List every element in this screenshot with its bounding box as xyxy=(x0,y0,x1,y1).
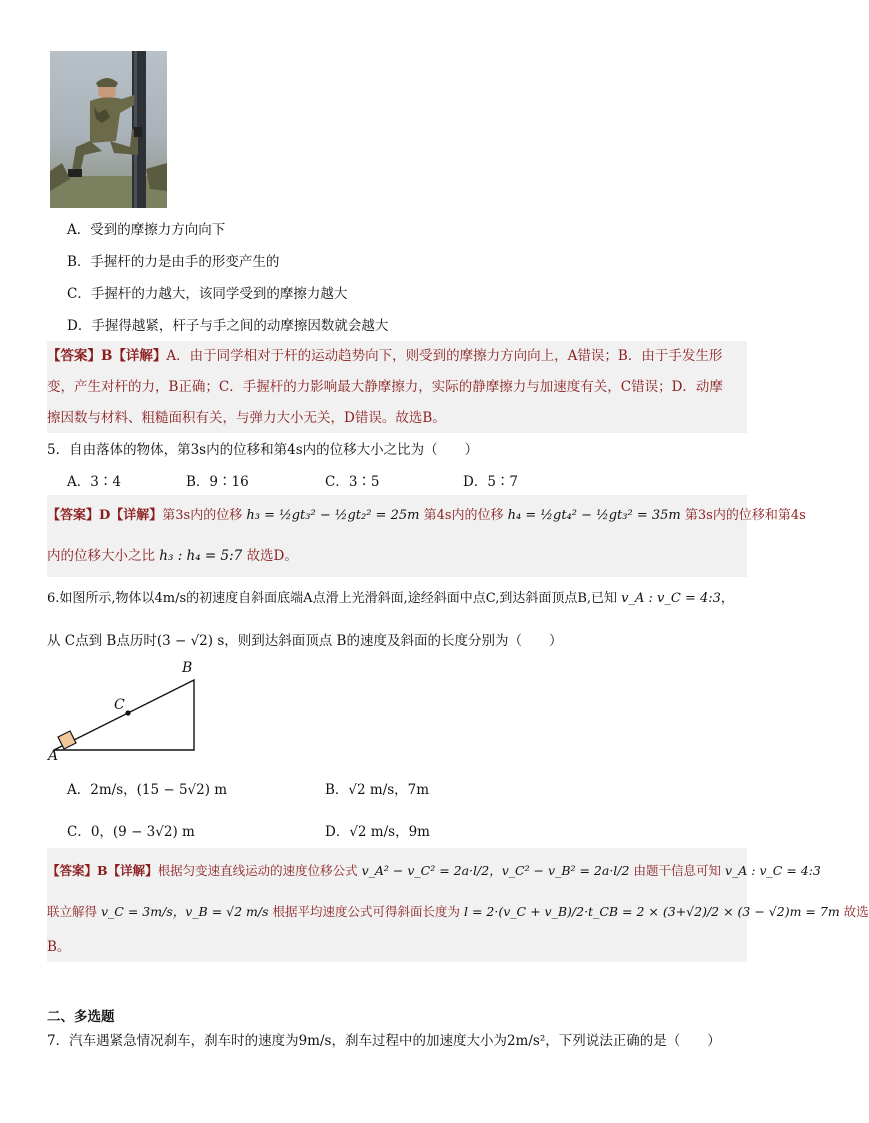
q4-answer-tag: 【答案】B【详解】 xyxy=(47,348,167,364)
q4-answer-line-3: 擦因数与材料、粗糙面积有关，与弹力大小无关，D错误。故选B。 xyxy=(47,410,446,426)
q5-answer-text-a: 第3s内的位移 xyxy=(162,508,243,523)
q6-answer-text-d: 根据平均速度公式可得斜面长度为 xyxy=(272,904,461,919)
q5-equation-3: h₃ : h₄ = 5:7 xyxy=(159,548,243,564)
q6-option-b: B．√2 m/s，7m xyxy=(325,782,430,798)
q5-option-d: D．5∶7 xyxy=(463,474,519,490)
q6-answer-tag: 【答案】B【详解】 xyxy=(47,863,158,878)
q5-stem: 5．自由落体的物体，第3s内的位移和第4s内的位移大小之比为（ ） xyxy=(47,442,479,458)
q5-answer-text-b: 第4s内的位移 xyxy=(423,508,504,523)
q5-equation-1: h₃ = ½gt₃² − ½gt₂² = 25m xyxy=(246,508,420,523)
q4-option-b: B．手握杆的力是由手的形变产生的 xyxy=(67,254,280,270)
q6-answer-equation-3: v_C = 3m/s，v_B = √2 m/s xyxy=(101,904,269,919)
q6-answer-text-e: 故选 xyxy=(843,904,869,919)
q6-answer-equation-4: l = 2·(v_C + v_B)/2·t_CB = 2 × (3+√2)/2 × (3 − √2)m = 7m xyxy=(464,904,840,919)
q6-stem-text-1: 6.如图所示,物体以4m/s的初速度自斜面底端A点滑上光滑斜面,途经斜面中点C,到达斜面顶点B,已知 xyxy=(47,591,618,606)
point-a-label: A xyxy=(48,748,59,764)
section-title: 二、多选题 xyxy=(47,1009,115,1025)
q4-answer-box xyxy=(47,341,747,433)
q6-option-a: A．2m/s，(15 − 5√2) m xyxy=(67,782,228,798)
q5-answer-box xyxy=(47,495,806,577)
q6-answer-text-b: 由题干信息可知 xyxy=(633,863,721,878)
q6-answer-text-a: 根据匀变速直线运动的速度位移公式 xyxy=(157,863,358,878)
q4-answer-line-1: A．由于同学相对于杆的运动趋势向下，则受到的摩擦力方向向上，A错误；B．由于手发生形 xyxy=(166,348,723,364)
soldier-climbing-pole-image xyxy=(50,51,167,208)
q4-option-d: D．手握得越紧，杆子与手之间的动摩擦因数就会越大 xyxy=(67,318,389,334)
q4-option-a: A．受到的摩擦力方向向下 xyxy=(67,222,226,238)
q6-answer-line-3: B。 xyxy=(47,939,71,955)
q4-option-c: C．手握杆的力越大，该同学受到的摩擦力越大 xyxy=(67,286,348,302)
q7-stem: 7．汽车遇紧急情况刹车，刹车时的速度为9m/s，刹车过程中的加速度大小为2m/s²，下列说法正确的是（ ） xyxy=(47,1033,721,1049)
q5-answer-tag: 【答案】D【详解】 xyxy=(47,508,163,523)
q5-answer-line-2: 内的位移大小之比 xyxy=(47,548,155,564)
q6-stem-line-1: 6.如图所示,物体以4m/s的初速度自斜面底端A点滑上光滑斜面,途经斜面中点C,到达斜面顶点B,已知 v_A : v_C = 4:3， xyxy=(47,591,734,606)
q6-answer-text-c: 联立解得 xyxy=(47,904,98,919)
q6-answer-box xyxy=(47,848,869,962)
q6-answer-equation-2: v_A : v_C = 4:3 xyxy=(724,863,821,878)
q6-stem-line-2: 从 C点到 B点历时(3 − √2) s，则到达斜面顶点 B的速度及斜面的长度分别为（ ） xyxy=(47,633,563,649)
q6-option-c: C．0，(9 − 3√2) m xyxy=(67,824,195,840)
q6-answer-equation-1: v_A² − v_C² = 2a·l/2，v_C² − v_B² = 2a·l/2 xyxy=(361,863,630,878)
q4-answer-line-2: 变，产生对杆的力，B正确；C．手握杆的力影响最大静摩擦力，实际的静摩擦力与加速度有关，C错误；D．动摩 xyxy=(47,379,723,395)
q5-equation-2: h₄ = ½gt₄² − ½gt₃² = 35m xyxy=(507,508,681,523)
q6-stem-equation: v_A : v_C = 4:3 xyxy=(621,591,721,606)
point-b-label: B xyxy=(182,660,193,676)
q5-option-b: B．9∶16 xyxy=(186,474,249,490)
q5-option-a: A．3∶4 xyxy=(67,474,121,490)
q5-option-c: C．3∶5 xyxy=(325,474,380,490)
point-c-label: C xyxy=(114,697,125,713)
q5-answer-line-2b: 故选D。 xyxy=(246,548,298,564)
incline-diagram xyxy=(44,660,204,766)
q6-option-d: D．√2 m/s，9m xyxy=(325,824,430,840)
q5-answer-text-c: 第3s内的位移和第4s xyxy=(684,508,806,523)
